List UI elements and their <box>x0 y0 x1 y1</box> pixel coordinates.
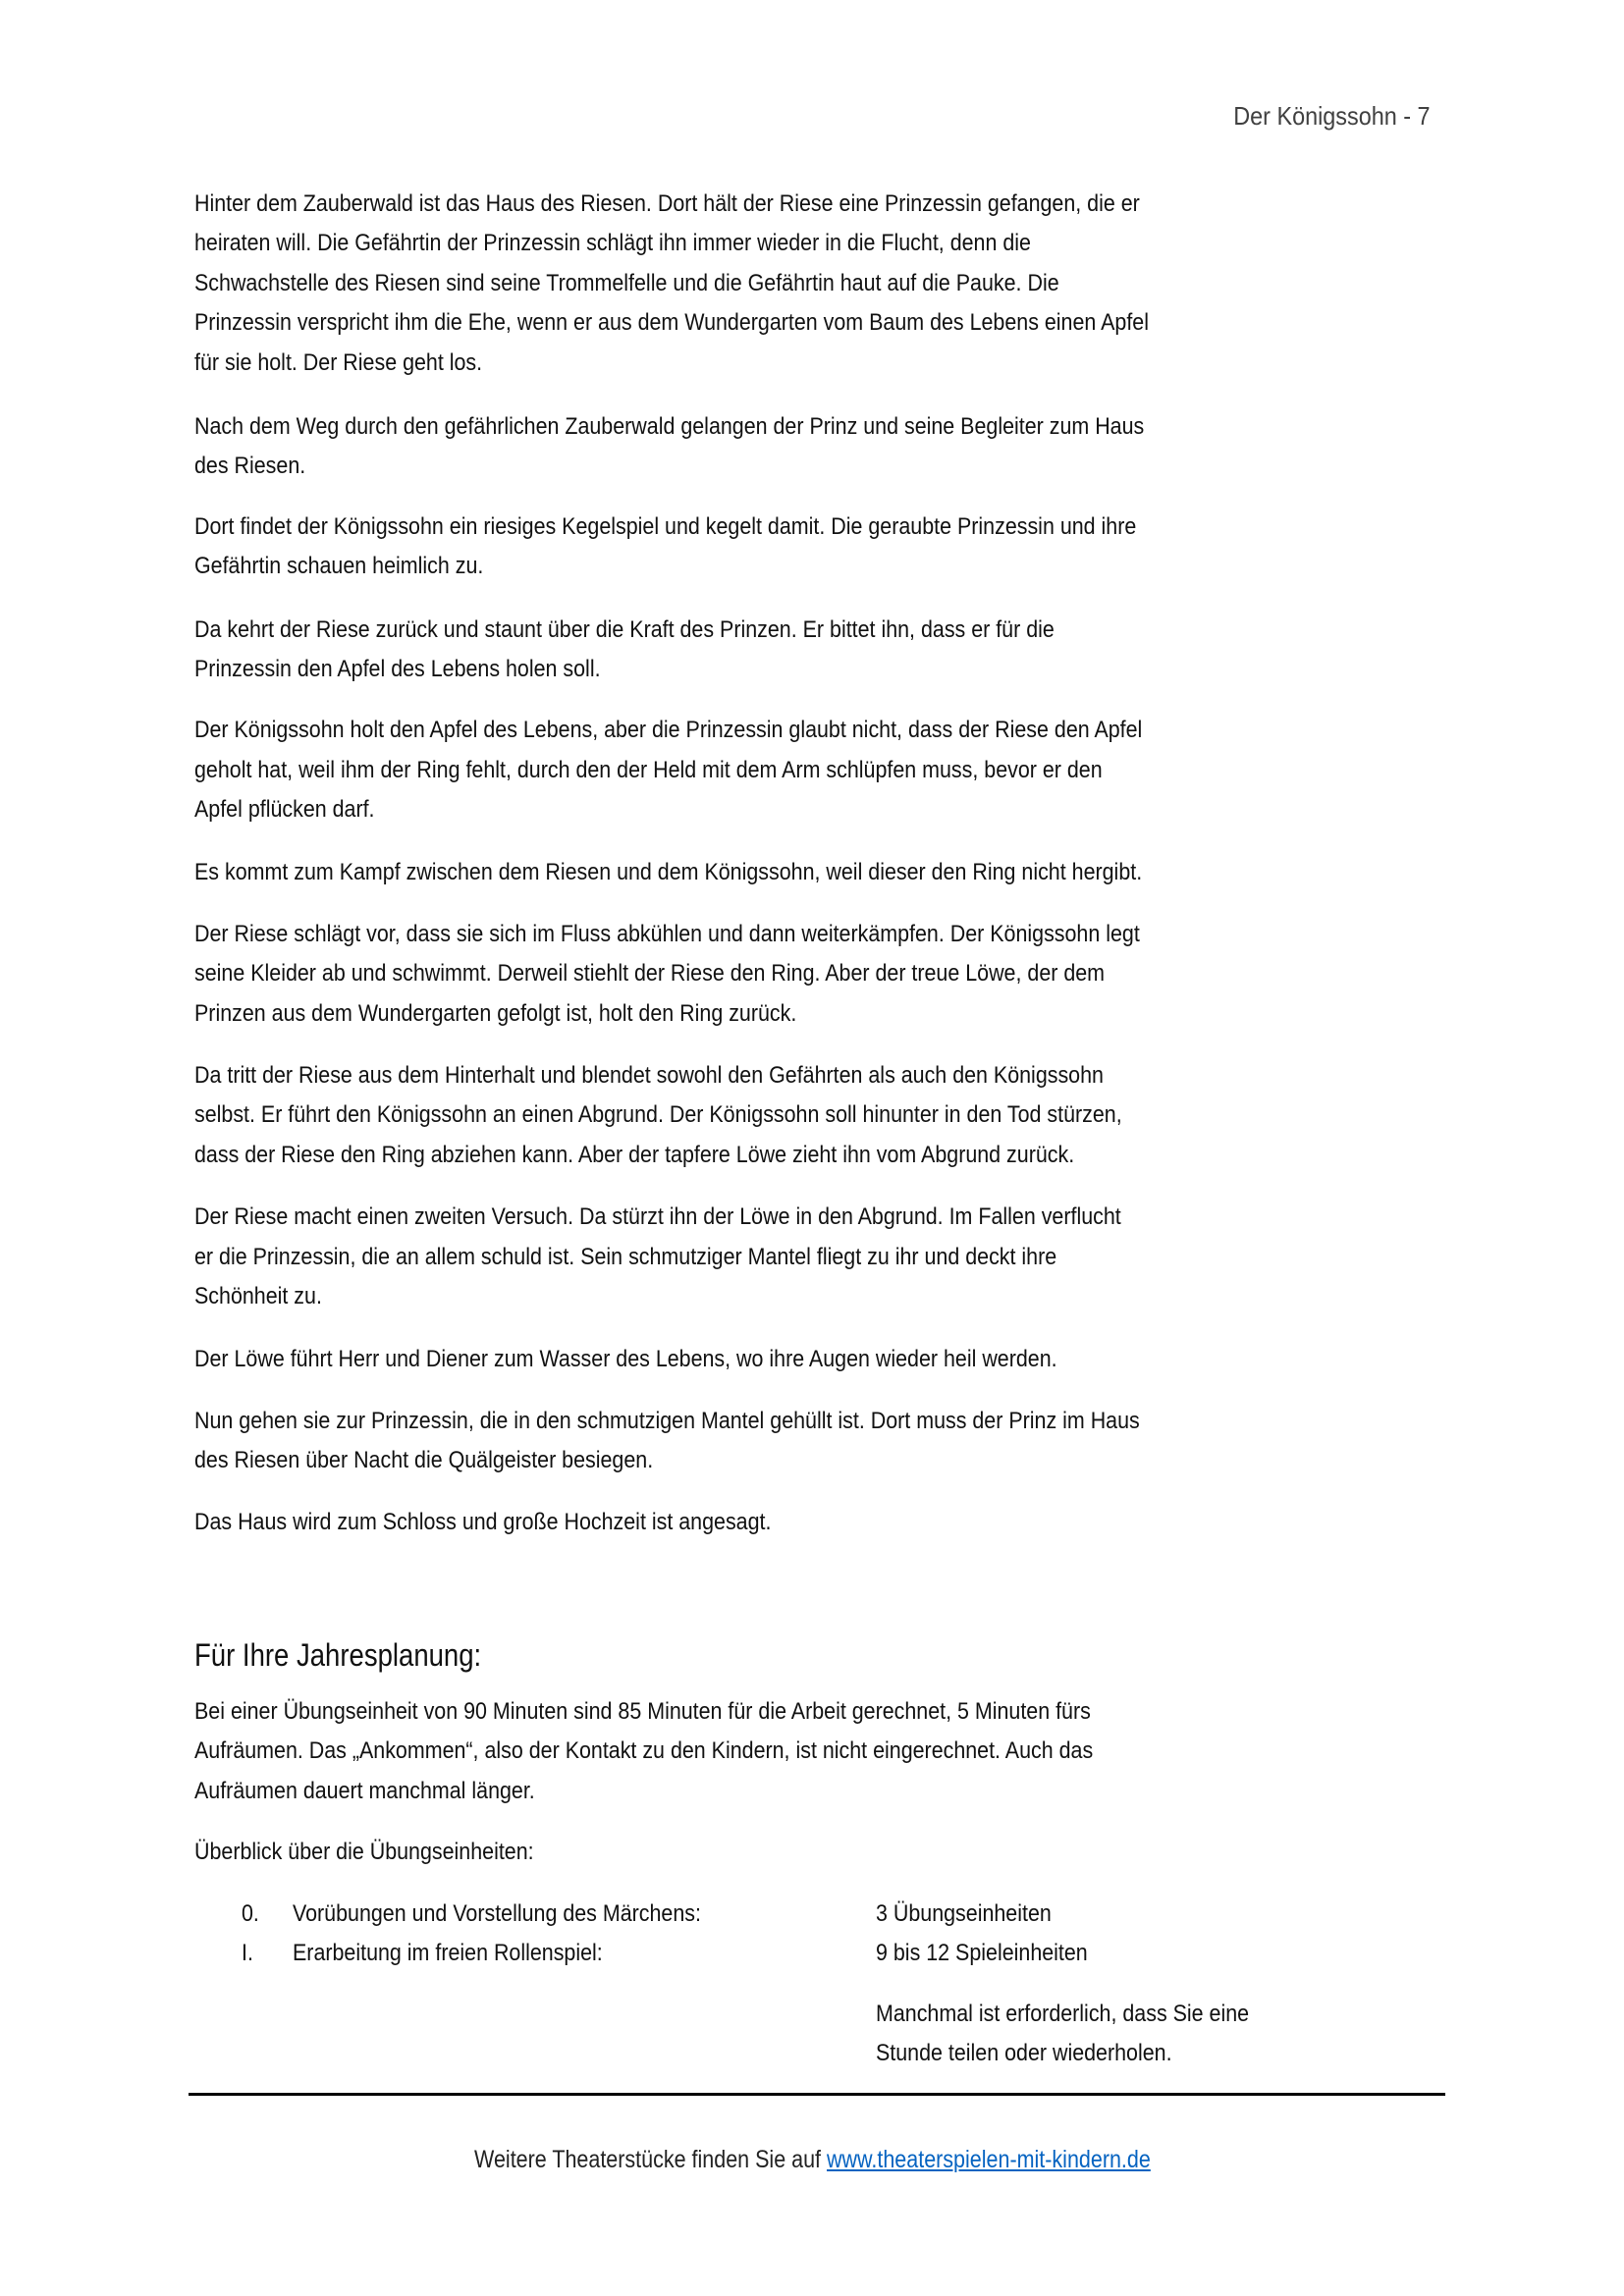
text-line: Das Haus wird zum Schloss und große Hochzeit ist angesagt. <box>194 1509 772 1535</box>
list-item-label: Erarbeitung im freien Rollenspiel: <box>293 1940 603 1966</box>
list-item-number: 0. <box>242 1900 259 1927</box>
text-line: Prinzessin den Apfel des Lebens holen soll. <box>194 656 601 682</box>
text-line: des Riesen. <box>194 453 306 479</box>
text-line: Prinzessin verspricht ihm die Ehe, wenn er aus dem Wundergarten vom Baum des Lebens einen Apfel <box>194 309 1149 336</box>
section-heading: Für Ihre Jahresplanung: <box>194 1637 482 1673</box>
text-line: Da tritt der Riese aus dem Hinterhalt und blendet sowohl den Gefährten als auch den Königssohn <box>194 1062 1104 1089</box>
text-line: selbst. Er führt den Königssohn an einen Abgrund. Der Königssohn soll hinunter in den Tod stürzen, <box>194 1101 1122 1128</box>
text-line: heiraten will. Die Gefährtin der Prinzessin schlägt ihn immer wieder in die Flucht, denn die <box>194 230 1031 256</box>
text-line: Prinzen aus dem Wundergarten gefolgt ist, holt den Ring zurück. <box>194 1000 797 1027</box>
text-line: Der Riese schlägt vor, dass sie sich im Fluss abkühlen und dann weiterkämpfen. Der Königssohn legt <box>194 921 1140 947</box>
text-line: Schönheit zu. <box>194 1283 322 1309</box>
text-line: Stunde teilen oder wiederholen. <box>876 2040 1172 2066</box>
text-line: Der Königssohn holt den Apfel des Lebens, aber die Prinzessin glaubt nicht, dass der Riese den Apfel <box>194 717 1143 743</box>
text-line: dass der Riese den Ring abziehen kann. Aber der tapfere Löwe zieht ihn vom Abgrund zurück. <box>194 1142 1075 1168</box>
text-line: Da kehrt der Riese zurück und staunt über die Kraft des Prinzen. Er bittet ihn, dass er für die <box>194 616 1055 643</box>
text-line: Gefährtin schauen heimlich zu. <box>194 553 484 579</box>
text-line: Apfel pflücken darf. <box>194 796 375 823</box>
list-item-value: 9 bis 12 Spieleinheiten <box>876 1940 1088 1966</box>
list-item-value: 3 Übungseinheiten <box>876 1900 1052 1927</box>
footer-text: Weitere Theaterstücke finden Sie auf <box>473 2146 827 2173</box>
text-line: Bei einer Übungseinheit von 90 Minuten sind 85 Minuten für die Arbeit gerechnet, 5 Minuten fürs <box>194 1698 1091 1725</box>
list-item-label: Vorübungen und Vorstellung des Märchens: <box>293 1900 701 1927</box>
footer-divider <box>189 2093 1445 2096</box>
text-line: Aufräumen. Das „Ankommen“, also der Kontakt zu den Kindern, ist nicht eingerechnet. Auch das <box>194 1737 1094 1764</box>
text-line: geholt hat, weil ihm der Ring fehlt, durch den der Held mit dem Arm schlüpfen muss, bevor er den <box>194 757 1103 783</box>
text-line: er die Prinzessin, die an allem schuld ist. Sein schmutziger Mantel fliegt zu ihr und deckt ihre <box>194 1244 1057 1270</box>
website-link[interactable]: www.theaterspielen-mit-kindern.de <box>826 2146 1151 2173</box>
text-line: Nun gehen sie zur Prinzessin, die in den schmutzigen Mantel gehüllt ist. Dort muss der Prinz im Haus <box>194 1408 1140 1434</box>
text-line: Manchmal ist erforderlich, dass Sie eine <box>876 2001 1250 2027</box>
text-line: Der Riese macht einen zweiten Versuch. Da stürzt ihn der Löwe in den Abgrund. Im Fallen verflucht <box>194 1203 1121 1230</box>
page-header: Der Königssohn - 7 <box>1233 101 1431 131</box>
text-line: Es kommt zum Kampf zwischen dem Riesen und dem Königssohn, weil dieser den Ring nicht hergibt. <box>194 859 1143 885</box>
text-line: Der Löwe führt Herr und Diener zum Wasser des Lebens, wo ihre Augen wieder heil werden. <box>194 1346 1057 1372</box>
page-footer <box>0 2140 1624 2179</box>
text-line: Hinter dem Zauberwald ist das Haus des Riesen. Dort hält der Riese eine Prinzessin gefangen, die er <box>194 190 1140 217</box>
text-line: seine Kleider ab und schwimmt. Derweil stiehlt der Riese den Ring. Aber der treue Löwe, der dem <box>194 960 1106 987</box>
text-line: Dort findet der Königssohn ein riesiges Kegelspiel und kegelt damit. Die geraubte Prinzessin und ihre <box>194 513 1137 540</box>
text-line: des Riesen über Nacht die Quälgeister besiegen. <box>194 1447 654 1473</box>
text-line: Schwachstelle des Riesen sind seine Trommelfelle und die Gefährtin haut auf die Pauke. Die <box>194 270 1059 296</box>
text-line: für sie holt. Der Riese geht los. <box>194 349 483 376</box>
list-item-number: I. <box>242 1940 253 1966</box>
text-line: Aufräumen dauert manchmal länger. <box>194 1778 535 1804</box>
text-line: Nach dem Weg durch den gefährlichen Zauberwald gelangen der Prinz und seine Begleiter zum Haus <box>194 413 1145 440</box>
overview-label: Überblick über die Übungseinheiten: <box>194 1839 534 1865</box>
